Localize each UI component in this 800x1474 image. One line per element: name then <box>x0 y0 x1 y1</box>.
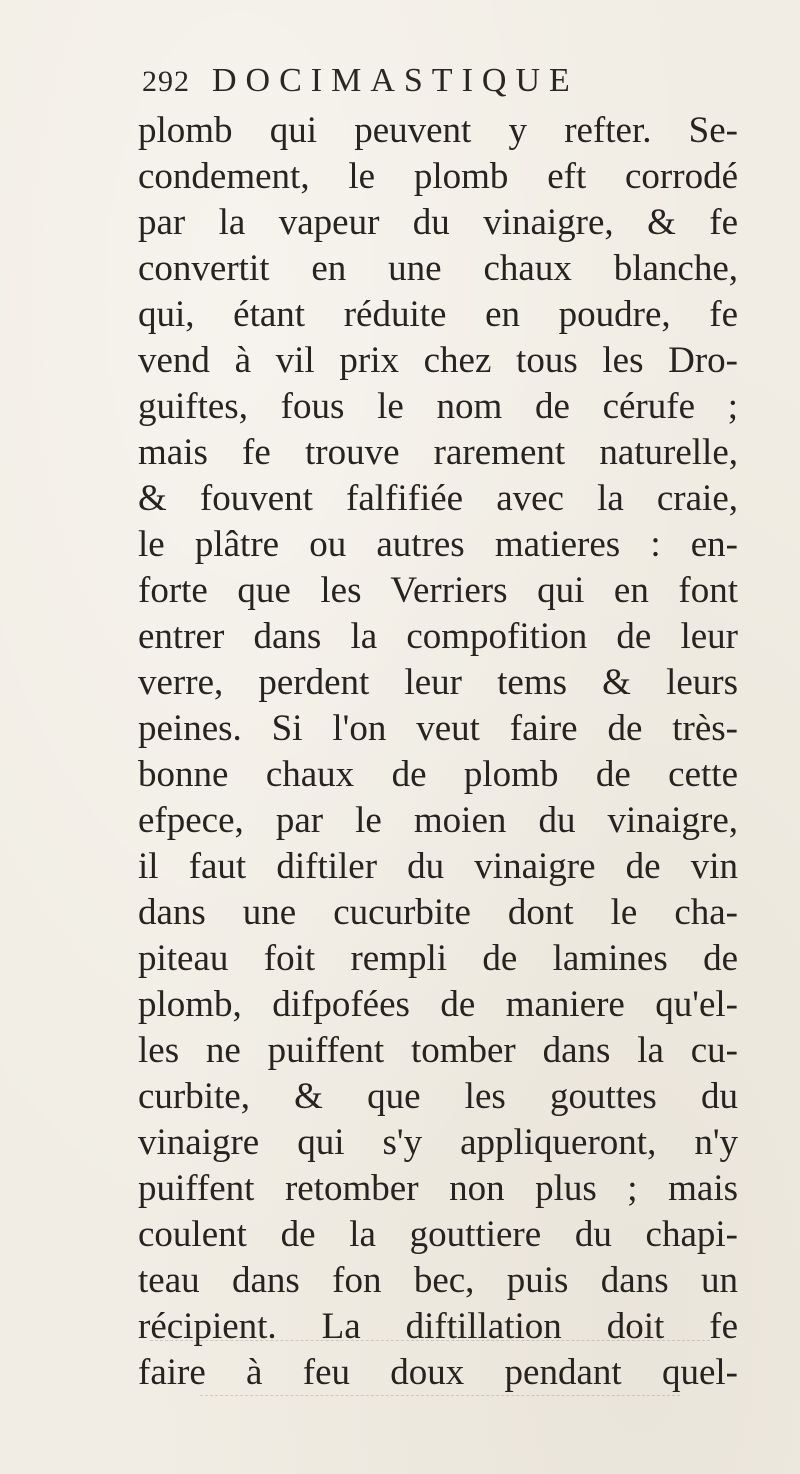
text-line: il faut diftiler du vinaigre de vin <box>138 846 738 887</box>
text-line: condement, le plomb eft corrodé <box>138 156 738 197</box>
running-head: DOCIMASTIQUE <box>212 62 579 99</box>
text-line: plomb, difpofées de maniere qu'el- <box>138 984 738 1025</box>
text-line: teau dans fon bec, puis dans un <box>138 1260 738 1301</box>
show-through-mark <box>200 1395 680 1397</box>
text-line: vend à vil prix chez tous les Dro- <box>138 340 738 381</box>
text-line: les ne puiffent tomber dans la cu- <box>138 1030 738 1071</box>
text-line: qui, étant réduite en poudre, fe <box>138 294 738 335</box>
body-text <box>138 108 738 1396</box>
text-line: récipient. La diftillation doit fe <box>138 1306 738 1347</box>
text-line: dans une cucurbite dont le cha- <box>138 892 738 933</box>
text-line: piteau foit rempli de lamines de <box>138 938 738 979</box>
text-line: convertit en une chaux blanche, <box>138 248 738 289</box>
text-line: forte que les Verriers qui en font <box>138 570 738 611</box>
show-through-mark <box>150 1340 710 1342</box>
text-line: par la vapeur du vinaigre, & fe <box>138 202 738 243</box>
text-line: vinaigre qui s'y appliqueront, n'y <box>138 1122 738 1163</box>
text-line: le plâtre ou autres matieres : en- <box>138 524 738 565</box>
text-line: plomb qui peuvent y refter. Se- <box>138 110 738 151</box>
page-number: 292 <box>142 65 190 98</box>
text-line: puiffent retomber non plus ; mais <box>138 1168 738 1209</box>
text-line: coulent de la gouttiere du chapi- <box>138 1214 738 1255</box>
text-line: entrer dans la compofition de leur <box>138 616 738 657</box>
text-line: faire à feu doux pendant quel- <box>138 1352 738 1393</box>
text-line: verre, perdent leur tems & leurs <box>138 662 738 703</box>
page-header <box>142 62 732 104</box>
text-line: efpece, par le moien du vinaigre, <box>138 800 738 841</box>
text-line: curbite, & que les gouttes du <box>138 1076 738 1117</box>
text-line: bonne chaux de plomb de cette <box>138 754 738 795</box>
text-line: peines. Si l'on veut faire de très- <box>138 708 738 749</box>
text-line: mais fe trouve rarement naturelle, <box>138 432 738 473</box>
text-line: guiftes, fous le nom de cérufe ; <box>138 386 738 427</box>
text-line: & fouvent falfifiée avec la craie, <box>138 478 738 519</box>
